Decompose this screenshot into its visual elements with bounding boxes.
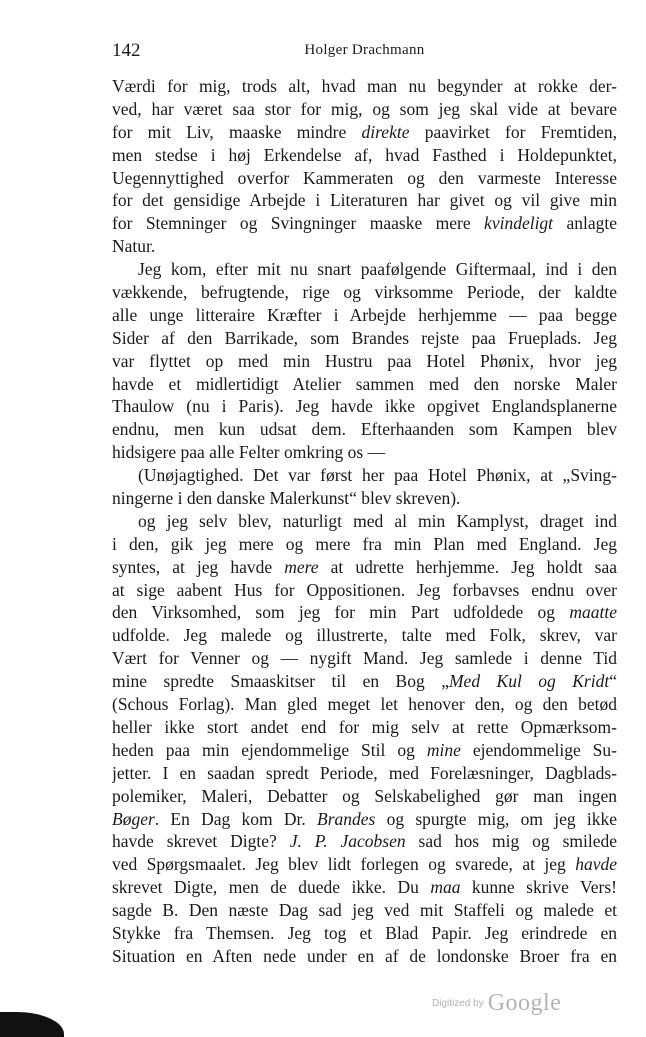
text-line: Situation en Aften nede under en af de londonske Broer fra en	[112, 945, 617, 966]
text-line: sagde B. Den næste Dag sad jeg ved mit Staffeli og malede et	[112, 900, 617, 921]
text-line: den Virksomhed, som jeg for min Part udfoldede og maatte	[112, 602, 617, 623]
text-line: var flyttet op med min Hustru paa Hotel Phønix, hvor jeg	[112, 350, 617, 371]
text-line: og jeg selv blev, naturligt med al min Kamplyst, draget ind	[138, 510, 617, 531]
page-header	[112, 40, 617, 64]
text-line: ved, har været saa stor for mig, og som jeg skal vide at bevare	[112, 98, 617, 119]
text-line: i den, gik jeg mere og mere fra min Plan med England. Jeg	[112, 533, 617, 554]
text-line: vækkende, befrugtende, rige og virksomme Periode, der kaldte	[112, 282, 617, 303]
body-text	[112, 75, 617, 968]
text-line: at sige aabent Hus for Oppositionen. Jeg forbavses endnu over	[112, 579, 617, 600]
running-head: Holger Drachmann	[304, 42, 425, 58]
text-line: udfolde. Jeg malede og illustrerte, talte med Folk, skrev, var	[112, 625, 617, 646]
text-line: mine spredte Smaaskitser til en Bog „Med Kul og Kridt“	[112, 671, 617, 692]
text-line: havde skrevet Digte? J. P. Jacobsen sad hos mig og smilede	[112, 831, 617, 852]
text-line: Jeg kom, efter mit nu snart paafølgende Giftermaal, ind i den	[138, 259, 617, 280]
text-line: polemiker, Maleri, Debatter og Selskabelighed gør man ingen	[112, 785, 617, 806]
text-line: skrevet Digte, men de duede ikke. Du maa kunne skrive Vers!	[112, 877, 617, 898]
watermark-prefix: Digitized by	[432, 998, 484, 1009]
text-line: Værdi for mig, trods alt, hvad man nu begynder at rokke der-	[112, 76, 617, 96]
text-line: heller ikke stort andet end for mig selv at rette Opmærksom-	[112, 716, 617, 737]
text-line: ved Spørgsmaalet. Jeg blev lidt forlegen og svarede, at jeg havde	[112, 854, 617, 875]
text-line: Vært for Venner og — nygift Mand. Jeg samlede i denne Tid	[112, 648, 617, 669]
text-line: syntes, at jeg havde mere at udrette herhjemme. Jeg holdt saa	[112, 556, 617, 577]
scan-thumb-shadow	[0, 1012, 64, 1037]
text-line: heden paa min ejendommelige Stil og mine ejendommelige Su-	[112, 739, 617, 760]
text-line: for det gensidige Arbejde i Literaturen har givet og vil give min	[112, 190, 617, 211]
text-line: Uegennyttighed overfor Kammeraten og den varmeste Interesse	[112, 167, 617, 188]
text-line: for Stemninger og Svingninger maaske mere kvindeligt anlagte	[112, 213, 617, 234]
text-line: Natur.	[112, 236, 156, 257]
text-line: Thaulow (nu i Paris). Jeg havde ikke opgivet Englandsplanerne	[112, 396, 617, 417]
google-logo: Google	[487, 990, 562, 1016]
text-line: for mit Liv, maaske mindre direkte paavirket for Fremtiden,	[112, 121, 617, 142]
text-line: (Unøjagtighed. Det var først her paa Hotel Phønix, at „Sving-	[138, 465, 617, 486]
text-line: endnu, men kun udsat dem. Efterhaanden som Kampen blev	[112, 419, 617, 440]
digitized-by-google-watermark	[432, 990, 561, 1017]
text-line: Sider af den Barrikade, som Brandes rejste paa Frueplads. Jeg	[112, 327, 617, 348]
text-line: havde et midlertidigt Atelier sammen med den norske Maler	[112, 373, 617, 394]
text-line: alle unge litteraire Kræfter i Arbejde herhjemme — paa begge	[112, 304, 617, 325]
page-number: 142	[112, 40, 141, 61]
text-line: Bøger. En Dag kom Dr. Brandes og spurgte mig, om jeg ikke	[112, 808, 617, 829]
text-line: men stedse i høj Erkendelse af, hvad Fasthed i Holdepunktet,	[112, 144, 617, 165]
text-line: jetter. I en saadan spredt Periode, med Forelæsninger, Dagblads-	[112, 762, 617, 783]
text-line: hidsigere paa alle Felter omkring os —	[112, 442, 386, 463]
text-line: Stykke fra Themsen. Jeg tog et Blad Papir. Jeg erindrede en	[112, 922, 617, 943]
text-line: ningerne i den danske Malerkunst“ blev skreven).	[112, 488, 461, 509]
text-line: (Schous Forlag). Man gled meget let henover den, og den betød	[112, 694, 617, 715]
